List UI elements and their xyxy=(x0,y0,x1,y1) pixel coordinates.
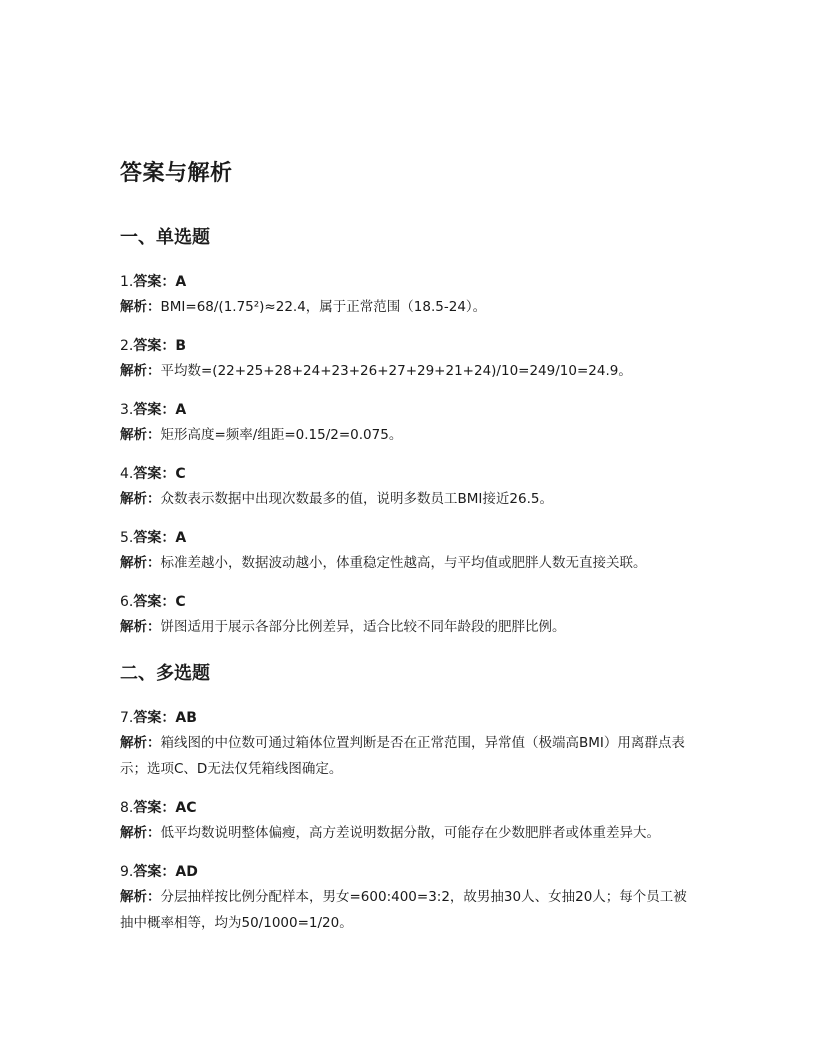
analysis-label: 解析： xyxy=(120,427,161,443)
answer-label: 答案： xyxy=(133,864,176,880)
analysis-text: 平均数=(22+25+28+24+23+26+27+29+21+24)/10=249/10=24.9。 xyxy=(160,363,632,379)
analysis-label: 解析： xyxy=(120,555,161,571)
answer-value: AC xyxy=(175,800,197,816)
analysis-text: 分层抽样按比例分配样本，男女=600:400=3:2，故男抽30人、女抽20人；每个员工被抽中概率相等，均为50/1000=1/20。 xyxy=(120,889,687,931)
question-4 xyxy=(120,462,700,512)
analysis-label: 解析： xyxy=(120,299,161,315)
analysis-text: 箱线图的中位数可通过箱体位置判断是否在正常范围，异常值（极端高BMI）用离群点表示；选项C、D无法仅凭箱线图确定。 xyxy=(120,735,685,777)
question-number: 1. xyxy=(120,274,134,290)
section-single-choice xyxy=(120,224,700,640)
section-heading: 一、单选题 xyxy=(120,227,210,248)
analysis-text: 矩形高度=频率/组距=0.15/2=0.075。 xyxy=(160,427,403,443)
answer-value: C xyxy=(175,466,186,482)
answer-label: 答案： xyxy=(133,530,176,546)
analysis-label: 解析： xyxy=(120,491,161,507)
question-6 xyxy=(120,590,700,640)
analysis-text: 标准差越小，数据波动越小，体重稳定性越高，与平均值或肥胖人数无直接关联。 xyxy=(160,555,647,571)
analysis-text: BMI=68/(1.75²)≈22.4，属于正常范围（18.5-24）。 xyxy=(160,299,487,315)
analysis-text: 众数表示数据中出现次数最多的值，说明多数员工BMI接近26.5。 xyxy=(160,491,553,507)
analysis-line xyxy=(120,730,700,782)
question-2 xyxy=(120,334,700,384)
question-5 xyxy=(120,526,700,576)
question-8 xyxy=(120,796,700,846)
question-number: 8. xyxy=(120,800,134,816)
answer-line xyxy=(120,398,700,422)
analysis-line xyxy=(120,486,700,512)
section-multiple-choice xyxy=(120,660,700,936)
question-3 xyxy=(120,398,700,448)
question-number: 9. xyxy=(120,864,134,880)
answer-value: AD xyxy=(175,864,198,880)
section-heading: 二、多选题 xyxy=(120,663,210,684)
answer-value: B xyxy=(175,338,187,354)
analysis-label: 解析： xyxy=(120,363,161,379)
answer-line xyxy=(120,706,700,730)
answer-label: 答案： xyxy=(133,710,176,726)
answer-line xyxy=(120,270,700,294)
question-number: 6. xyxy=(120,594,134,610)
answer-line xyxy=(120,526,700,550)
question-1 xyxy=(120,270,700,320)
answer-label: 答案： xyxy=(133,594,176,610)
answer-line xyxy=(120,334,700,358)
answer-label: 答案： xyxy=(133,274,176,290)
answer-line xyxy=(120,590,700,614)
analysis-label: 解析： xyxy=(120,735,161,751)
answer-line xyxy=(120,796,700,820)
answer-label: 答案： xyxy=(133,402,176,418)
analysis-line xyxy=(120,550,700,576)
analysis-label: 解析： xyxy=(120,889,161,905)
answer-value: C xyxy=(175,594,186,610)
answer-line xyxy=(120,462,700,486)
analysis-text: 低平均数说明整体偏瘦，高方差说明数据分散，可能存在少数肥胖者或体重差异大。 xyxy=(160,825,660,841)
question-number: 3. xyxy=(120,402,134,418)
answer-label: 答案： xyxy=(133,800,176,816)
analysis-line xyxy=(120,422,700,448)
question-7 xyxy=(120,706,700,782)
page-title: 答案与解析 xyxy=(120,161,233,186)
analysis-line xyxy=(120,294,700,320)
answer-label: 答案： xyxy=(133,466,176,482)
answer-document xyxy=(120,156,700,950)
question-number: 4. xyxy=(120,466,134,482)
answer-line xyxy=(120,860,700,884)
analysis-line xyxy=(120,614,700,640)
answer-label: 答案： xyxy=(133,338,176,354)
question-number: 5. xyxy=(120,530,134,546)
answer-value: A xyxy=(175,274,187,290)
analysis-line xyxy=(120,884,700,936)
answer-value: AB xyxy=(175,710,197,726)
analysis-line xyxy=(120,358,700,384)
question-number: 7. xyxy=(120,710,134,726)
question-number: 2. xyxy=(120,338,134,354)
analysis-label: 解析： xyxy=(120,825,161,841)
answer-value: A xyxy=(175,530,187,546)
analysis-text: 饼图适用于展示各部分比例差异，适合比较不同年龄段的肥胖比例。 xyxy=(160,619,566,635)
question-9 xyxy=(120,860,700,936)
analysis-line xyxy=(120,820,700,846)
analysis-label: 解析： xyxy=(120,619,161,635)
answer-value: A xyxy=(175,402,187,418)
